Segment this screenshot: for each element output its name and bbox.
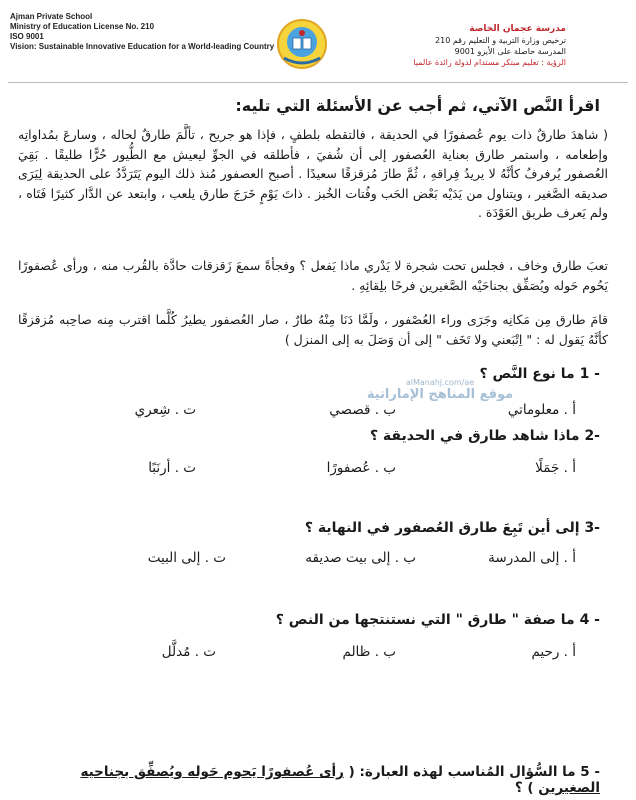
- question-text: إلى أين تَبِعَ طارق العُصفور في النهاية ؟: [304, 520, 580, 536]
- header-divider: [8, 82, 628, 83]
- school-info-en: [10, 12, 280, 52]
- school-logo-icon: [276, 18, 328, 70]
- school-info-ar: [346, 24, 566, 68]
- question-4: [30, 612, 600, 628]
- question-number: 2-: [584, 428, 600, 444]
- passage-paragraph-2: تعبَ طارق وخاف ، فجلس تحت شجرة لا يَدْري ماذا يَفعل ؟ وفجأةً سمعَ زَقزقات حادَّة بالقُرب منه ، ورأى عُصفورًا يَحُوم حَوله ويُصَفِّق بجناحَيْه الصَّغيرين فرحًا بلِقائِهِ .: [18, 258, 608, 293]
- question-number: 4 -: [579, 612, 600, 628]
- watermark-site-name: موقع المناهج الإماراتية: [366, 387, 514, 402]
- question-5: [30, 764, 600, 796]
- option-b[interactable]: ب . إلى بيت صديقه: [305, 550, 416, 566]
- option-a[interactable]: أ . رحيم: [531, 644, 576, 660]
- vision-ar: الرؤية : تعليم مبتكر مستدام لدولة رائدة عالميا: [413, 58, 566, 67]
- iso-ar: المدرسة حاصلة على الأيزو 9001: [454, 47, 566, 56]
- license-ar: ترخيص وزارة التربية و التعليم رقم 210: [435, 36, 566, 45]
- question-quote: رأى عُصفورًا يَحوم حَوله ويُصفِّق بجناحيه الصغيرين: [80, 764, 600, 796]
- option-c[interactable]: ت . إلى البيت: [147, 550, 226, 566]
- question-text: ما صفة " طارق " التي نستنتجها من النص ؟: [275, 612, 575, 628]
- question-number: 3-: [584, 520, 600, 536]
- school-name-en: Ajman Private School: [10, 12, 93, 21]
- question-text: ما السُّؤال المُناسب لهذه العبارة: (: [348, 764, 576, 780]
- reading-instruction: اقرأ النَّص الآتي، ثم أجب عن الأسئلة التي تليه:: [235, 96, 600, 115]
- passage-paragraph-3: قامَ طارق مِن مَكانِه وجَرَى وراء العُصْفور ، ولَمَّا دَنَا مِنْهُ طارٌ ، صار العُصفور يطيرُ كُلَّما اقترب مِنه صاحِبه مُزقزقًا كأنَّهُ يَقول له : " اِتْبَعني ولا تَخَف " إلى أن وَصَلَ به إلى المنزل ): [18, 312, 608, 347]
- option-a[interactable]: أ . معلوماتي: [507, 402, 576, 418]
- iso-en: ISO 9001: [10, 32, 44, 41]
- vision-en: Vision: Sustainable Innovative Education for a World-leading Country: [10, 42, 275, 51]
- option-b[interactable]: ب . عُصفورًا: [326, 460, 396, 476]
- option-c[interactable]: ت . شِعري: [134, 402, 196, 418]
- option-c[interactable]: ت . أرنَبًا: [148, 460, 196, 476]
- question-text: ماذا شاهد طارق في الحديقة ؟: [369, 428, 580, 444]
- question-2: [30, 428, 600, 444]
- question-text: ما نوع النَّص ؟: [479, 366, 575, 382]
- option-b[interactable]: ب . ظالم: [342, 644, 396, 660]
- option-a[interactable]: أ . إلى المدرسة: [488, 550, 576, 566]
- option-b[interactable]: ب . قصصي: [329, 402, 396, 418]
- watermark-url: alManahj.com/ae: [405, 378, 475, 387]
- option-c[interactable]: ت . مُدلَّل: [161, 644, 216, 660]
- question-1: [30, 366, 600, 382]
- question-end: ) ؟: [514, 780, 534, 796]
- school-header: [0, 0, 636, 82]
- option-a[interactable]: أ . جَمَلًا: [535, 460, 576, 476]
- passage-paragraph-1: ( شاهدَ طارقٌ ذات يوم عُصفورًا في الحديقة ، فالتقطه بلطفٍ ، فإذا هو جريح ، تألَّمَ طارقٌ لحاله ، وسارعَ بمُداواتِه وإطعامه ، واستمر طارق بعناية العُصفور إلى أن شُفيَ ، فأطلقه في الجوِّ ليعيش مع الطُّيور حُرًّا طليقًا . بَقِيَ العُصفور يُرفرفُ كأنَّهُ لا يريدُ فِراقهِ ، ثُمَّ طارَ مُزقزقًا سعيدًا . أصبح العصفور مُنذ ذلك اليوم يَتَرَدَّدُ على الحديقة لِيَرَى صديقه الصَّغير ، ويتناول من يَدَيْه بَعْض الحَب وفُتات الخُبز . ذاتَ يَوْمٍ خَرَجَ طارق يلعب ، وابتعد عن الدَّار كثيرًا فَتَاه ، ولم يَعرف طريق العَوْدَة .: [18, 127, 608, 220]
- question-3: [30, 520, 600, 536]
- question-number: 5 -: [580, 764, 600, 780]
- school-name-ar: مدرسة عجمان الخاصة: [469, 24, 566, 34]
- question-number: 1 -: [579, 366, 600, 382]
- license-en: Ministry of Education License No. 210: [10, 22, 155, 31]
